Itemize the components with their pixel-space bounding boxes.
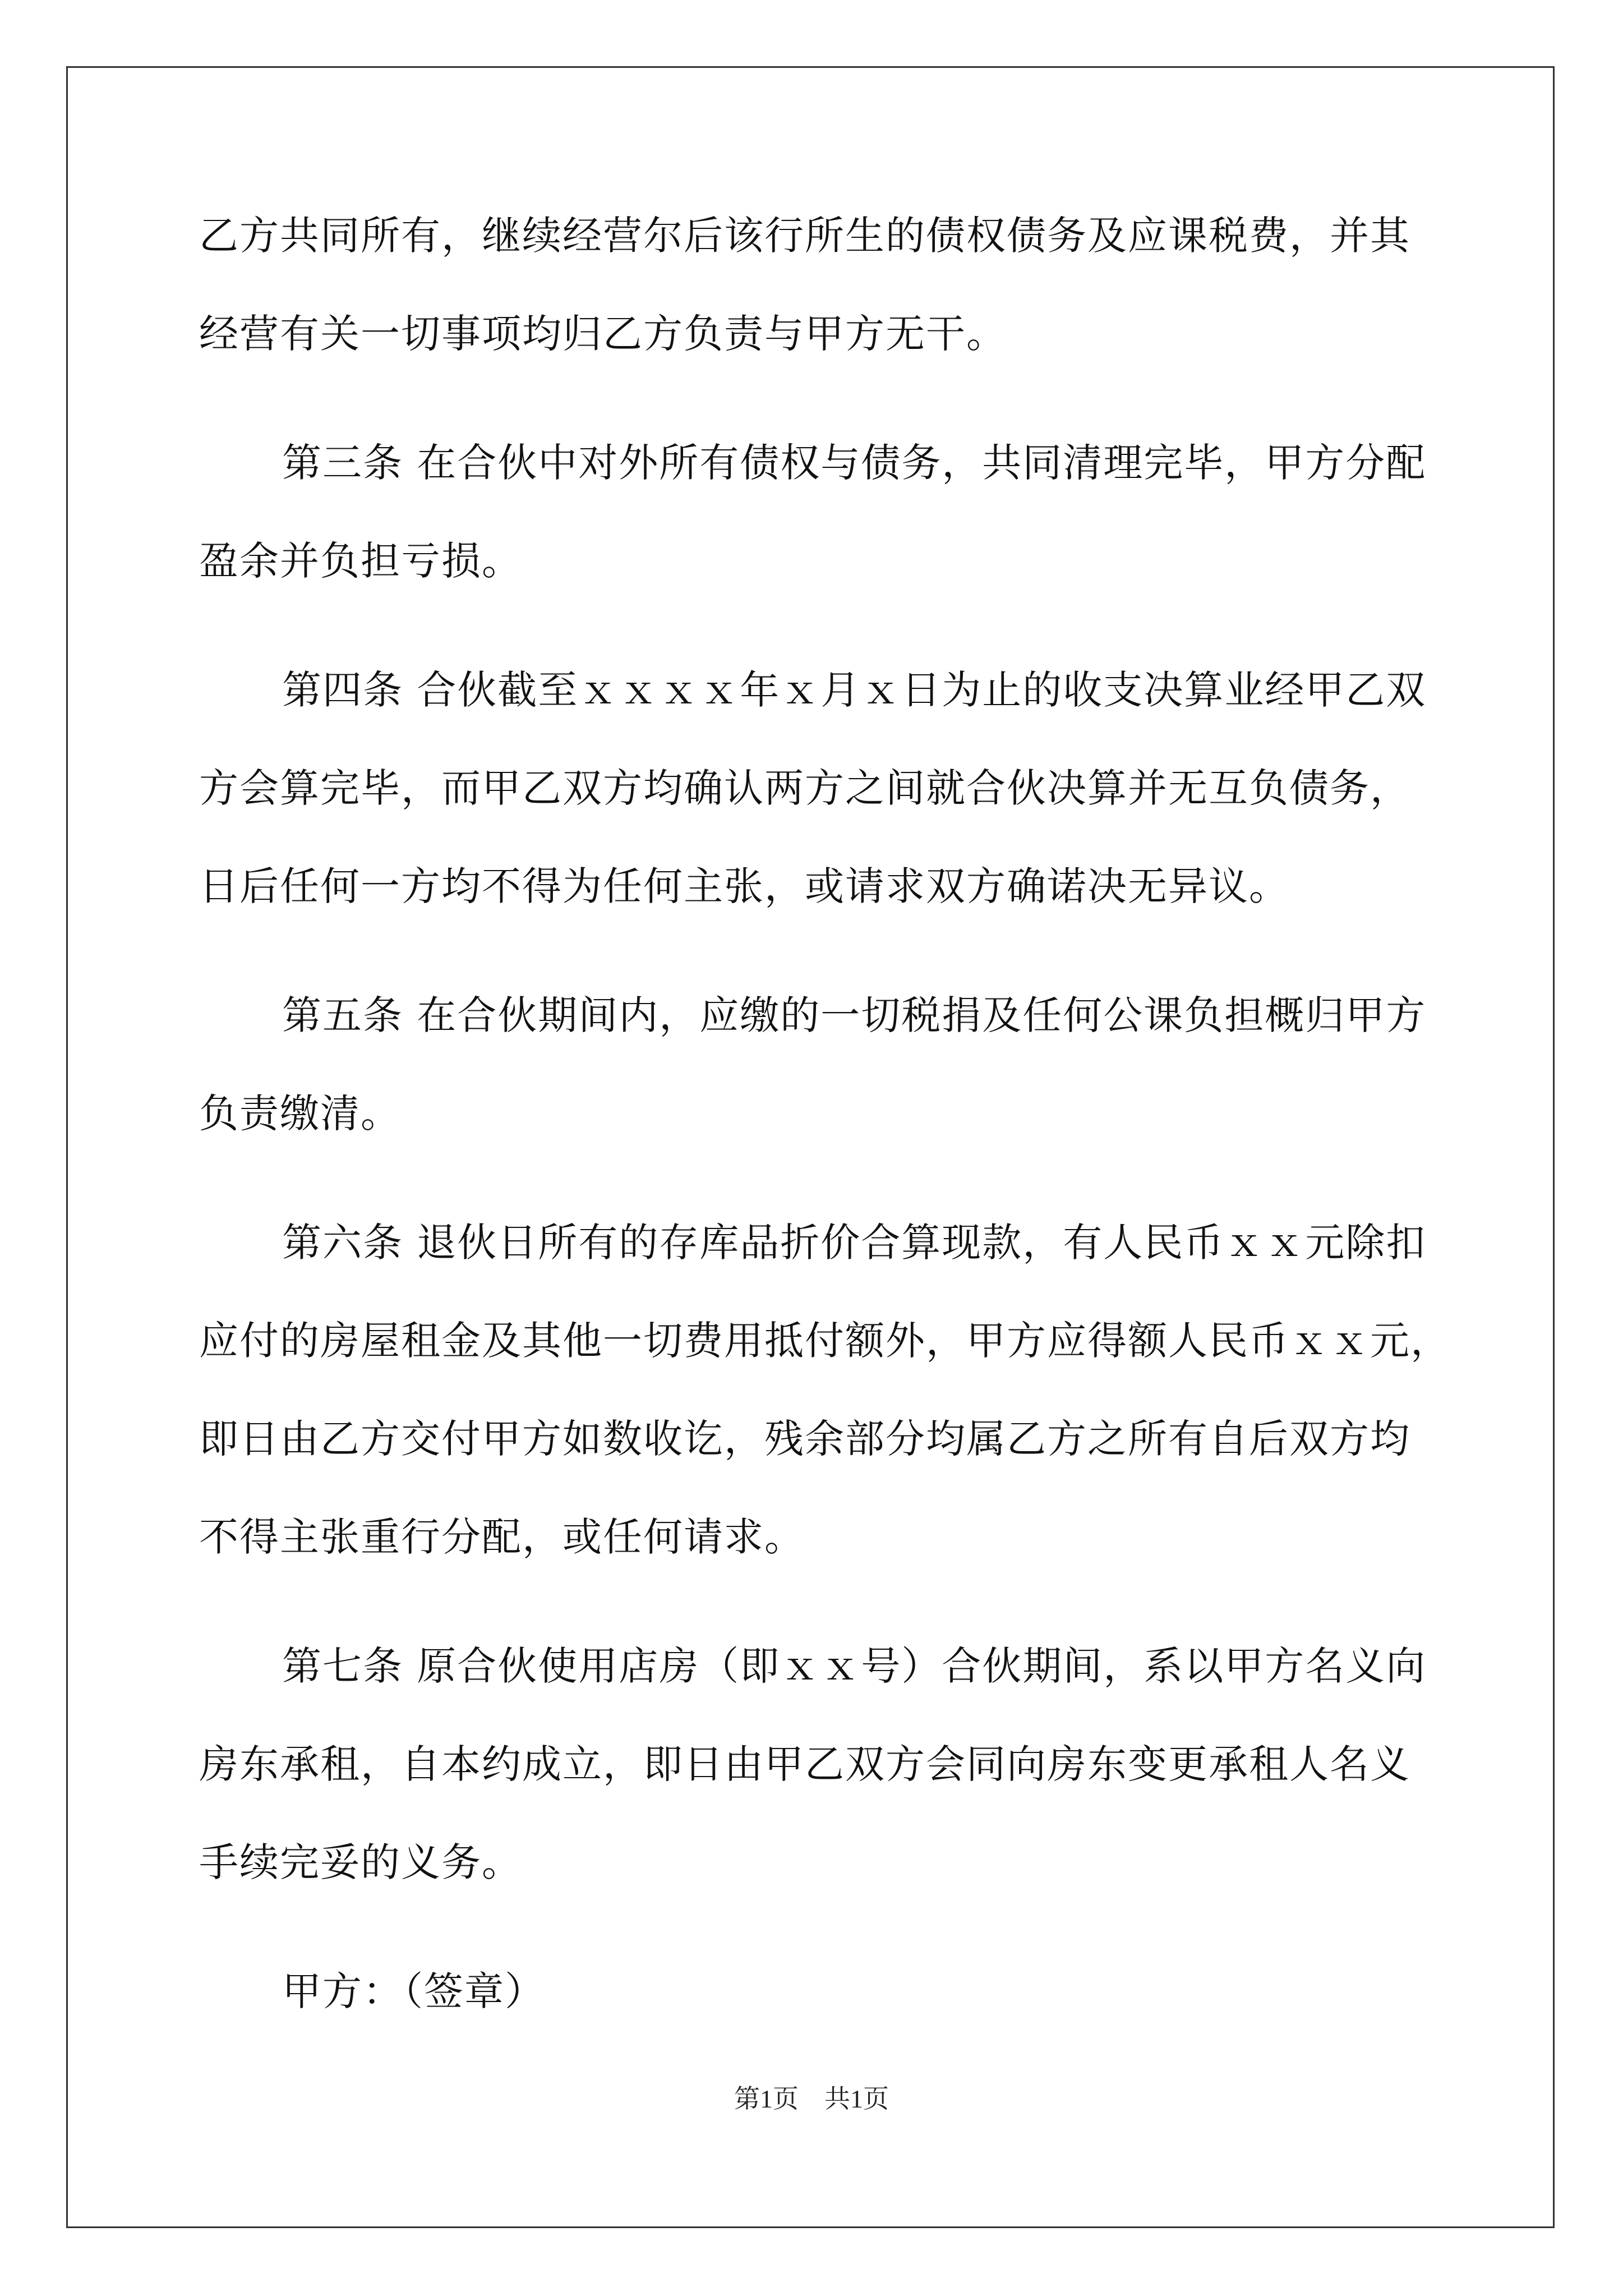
article-5-line: 第五条 在合伙期间内，应缴的一切税捐及任何公课负担概归甲方 (282, 992, 1427, 1038)
article-4-line: 第四条 合伙截至ｘｘｘｘ年ｘ月ｘ日为止的收支决算业经甲乙双 (282, 667, 1427, 713)
signature-party-a: 甲方：（签章） (282, 1968, 545, 2014)
text-line: 盈余并负担亏损。 (199, 538, 522, 584)
page-number-footer: 第1页 共1页 (734, 2085, 889, 2113)
page-border (66, 66, 1555, 2228)
text-line: 不得主张重行分配，或任何请求。 (199, 1514, 805, 1560)
text-line: 应付的房屋租金及其他一切费用抵付额外，甲方应得额人民币ｘｘ元， (199, 1318, 1451, 1364)
text-line: 手续完妥的义务。 (199, 1839, 522, 1885)
article-6-line: 第六条 退伙日所有的存库品折价合算现款，有人民币ｘｘ元除扣 (282, 1220, 1427, 1266)
text-line: 方会算完毕，而甲乙双方均确认两方之间就合伙决算并无互负债务， (199, 765, 1410, 811)
text-line: 经营有关一切事项均归乙方负责与甲方无干。 (199, 311, 1007, 357)
text-line: 乙方共同所有，继续经营尔后该行所生的债权债务及应课税费，并其 (199, 213, 1410, 259)
text-line: 房东承租，自本约成立，即日由甲乙双方会同向房东变更承租人名义 (199, 1741, 1410, 1787)
text-line: 负责缴清。 (199, 1091, 401, 1137)
text-line: 即日由乙方交付甲方如数收讫，残余部分均属乙方之所有自后双方均 (199, 1416, 1410, 1462)
article-3-line: 第三条 在合伙中对外所有债权与债务，共同清理完毕，甲方分配 (282, 440, 1427, 486)
article-7-line: 第七条 原合伙使用店房（即ｘｘ号）合伙期间，系以甲方名义向 (282, 1643, 1427, 1689)
text-line: 日后任何一方均不得为任何主张，或请求双方确诺决无异议。 (199, 863, 1289, 909)
